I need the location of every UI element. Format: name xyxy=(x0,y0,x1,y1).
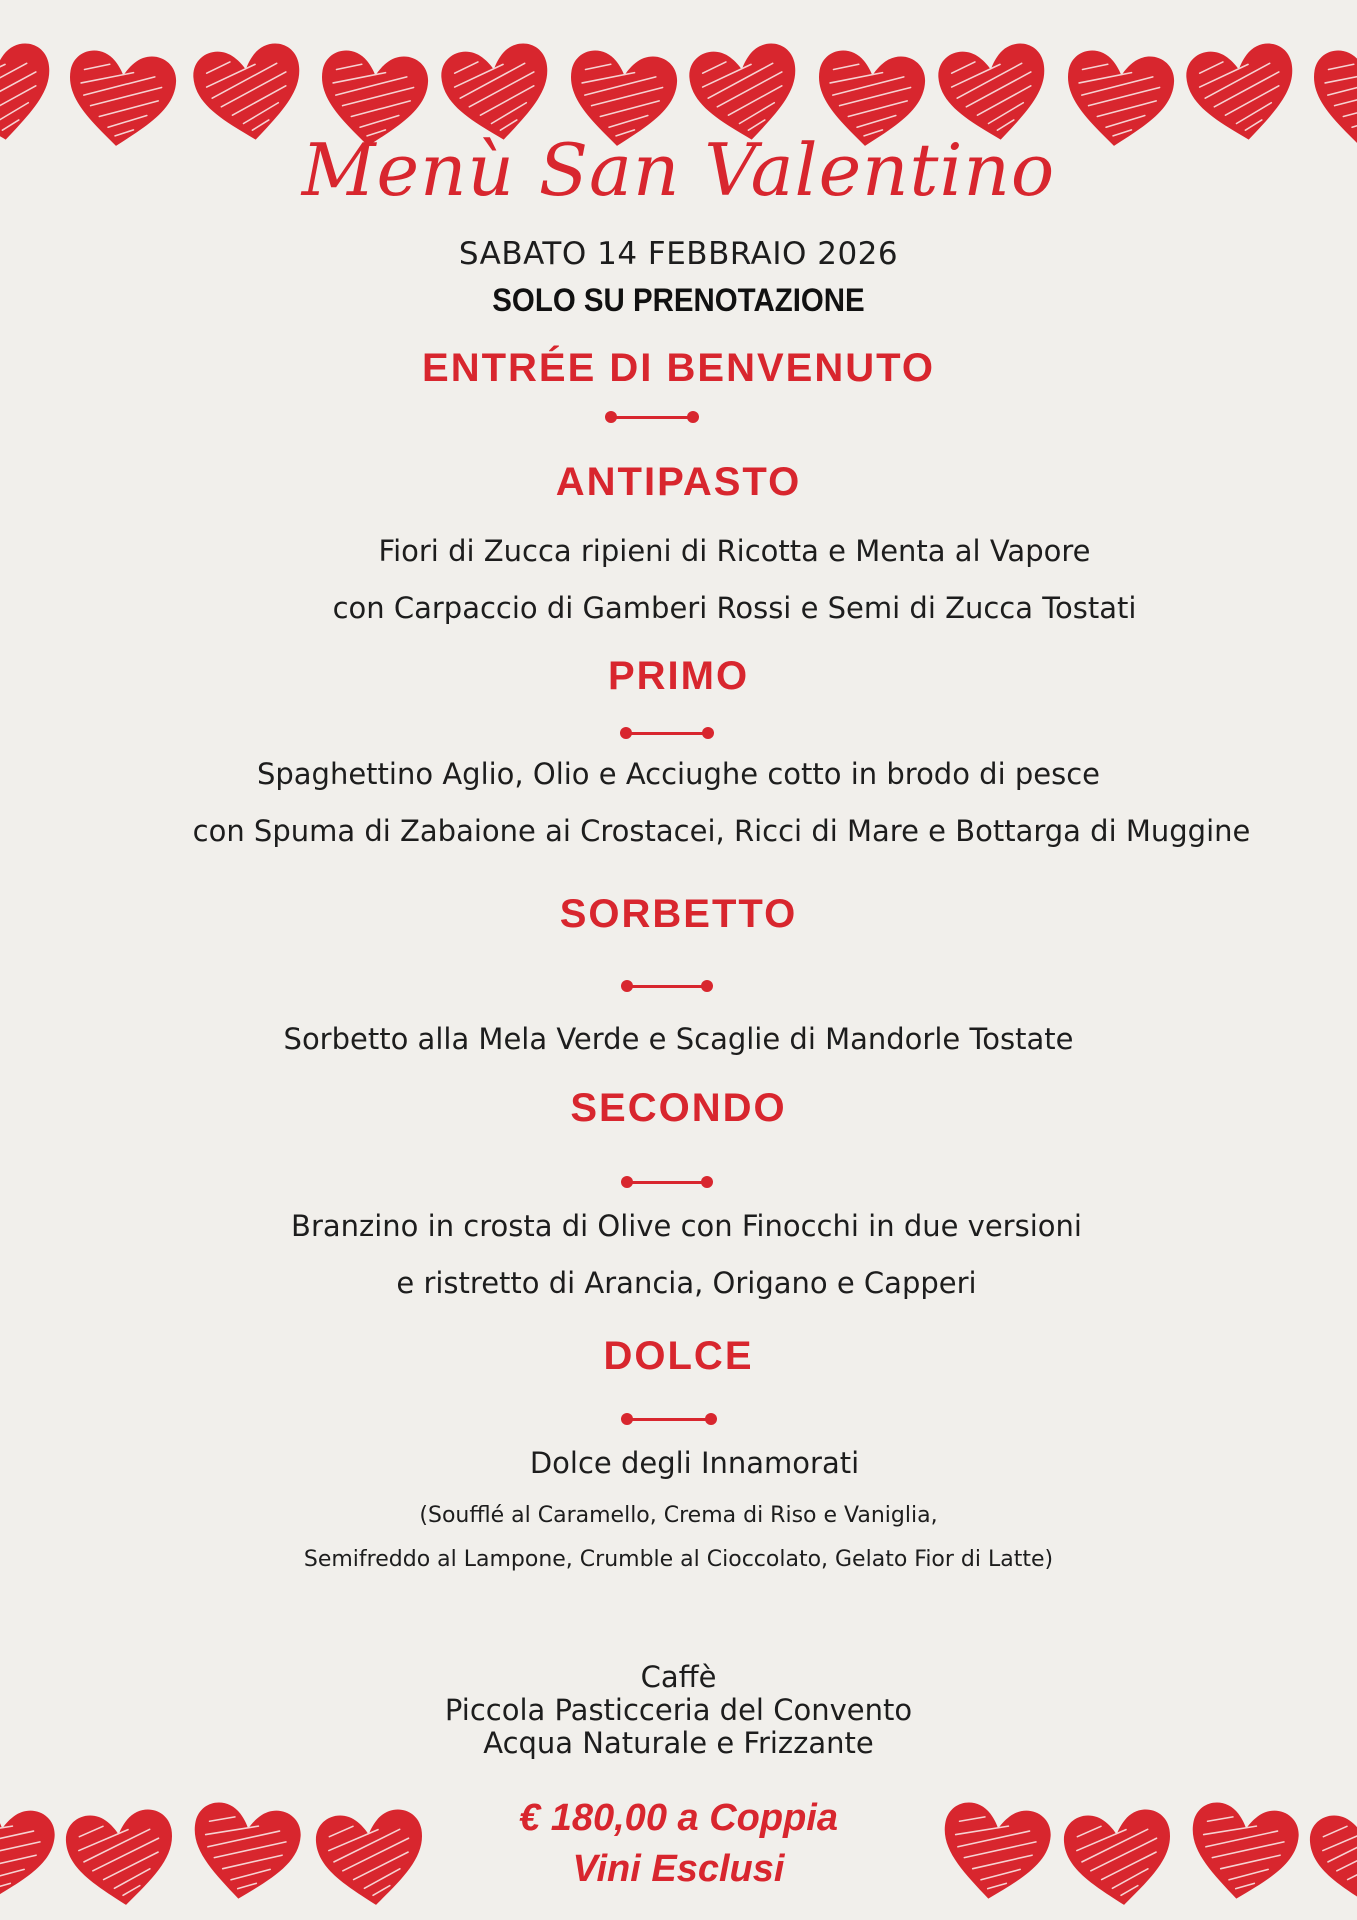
price-note: Vini Esclusi xyxy=(572,1848,785,1890)
dolce-detail-1: (Soufflé al Caramello, Crema di Riso e Vaniglia, xyxy=(419,1503,938,1528)
secondo-line-1: Branzino in crosta di Olive con Finocchi in due versioni xyxy=(291,1209,1082,1243)
extra-coffee: Caffè xyxy=(640,1660,717,1694)
section-title-antipasto: ANTIPASTO xyxy=(555,460,802,504)
primo-line-1: Spaghettino Aglio, Olio e Acciughe cotto in brodo di pesce xyxy=(256,757,1101,791)
section-divider xyxy=(605,411,699,423)
reservation-note: SOLO SU PRENOTAZIONE xyxy=(492,282,865,318)
section-title-entree: ENTRÉE DI BENVENUTO xyxy=(422,346,935,390)
section-title-primo: PRIMO xyxy=(607,654,750,698)
price-amount: € 180,00 a Coppia xyxy=(519,1797,838,1839)
section-divider xyxy=(621,1413,717,1425)
section-divider xyxy=(620,727,714,739)
extra-pastry: Piccola Pasticceria del Convento xyxy=(444,1693,913,1727)
section-divider xyxy=(621,1176,713,1188)
section-title-sorbetto: SORBETTO xyxy=(559,892,798,936)
section-title-secondo: SECONDO xyxy=(570,1086,787,1130)
extra-water: Acqua Naturale e Frizzante xyxy=(483,1726,874,1760)
section-title-dolce: DOLCE xyxy=(603,1334,754,1378)
menu-title: Menù San Valentino xyxy=(301,128,1056,212)
dolce-detail-2: Semifreddo al Lampone, Crumble al Cioccolato, Gelato Fior di Latte) xyxy=(303,1547,1054,1572)
secondo-line-2: e ristretto di Arancia, Origano e Capperi xyxy=(396,1266,977,1300)
antipasto-line-2: con Carpaccio di Gamberi Rossi e Semi di Zucca Tostati xyxy=(332,591,1137,625)
event-date: SABATO 14 FEBBRAIO 2026 xyxy=(458,236,899,272)
section-divider xyxy=(621,980,713,992)
dolce-line-1: Dolce degli Innamorati xyxy=(529,1446,860,1480)
sorbetto-line-1: Sorbetto alla Mela Verde e Scaglie di Mandorle Tostate xyxy=(283,1022,1074,1056)
antipasto-line-1: Fiori di Zucca ripieni di Ricotta e Menta al Vapore xyxy=(378,534,1091,568)
primo-line-2: con Spuma di Zabaione ai Crostacei, Ricci di Mare e Bottarga di Muggine xyxy=(192,814,1251,848)
